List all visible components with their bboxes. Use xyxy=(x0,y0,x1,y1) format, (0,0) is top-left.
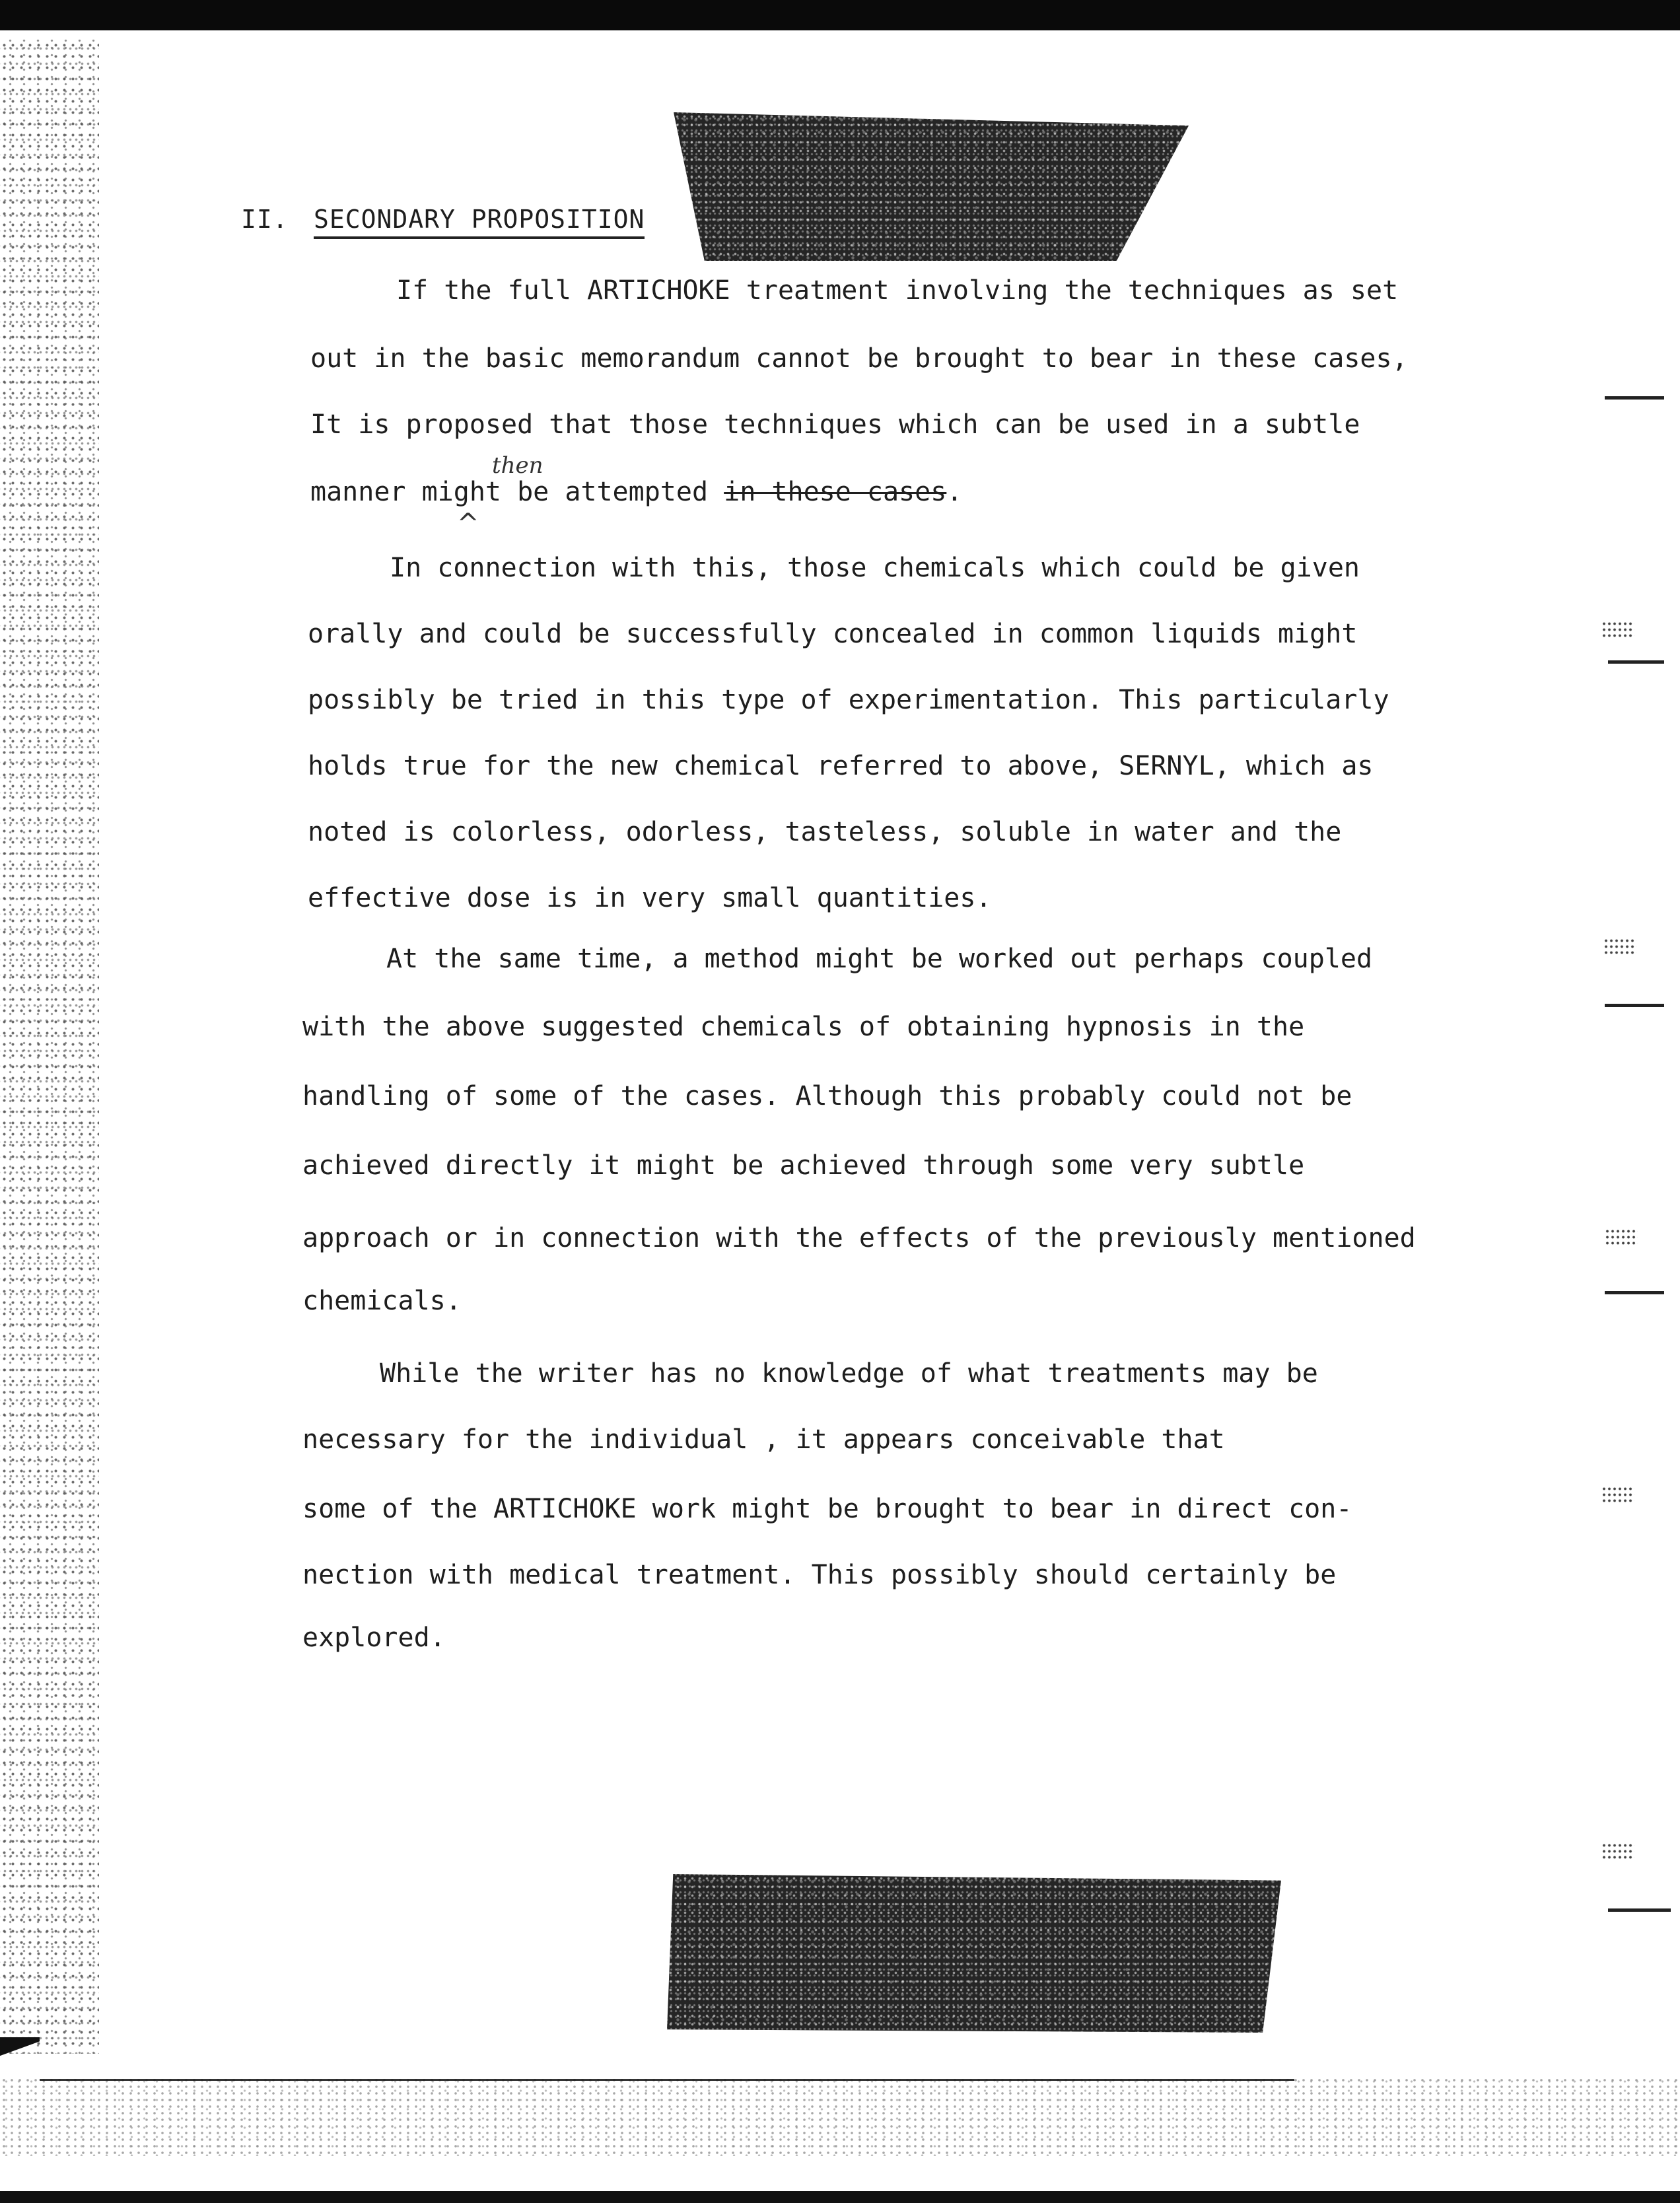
text-line-13: handling of some of the cases. Although this probably could not be xyxy=(302,1081,1352,1111)
text-line-4 xyxy=(310,479,962,505)
text-line-2: out in the basic memorandum cannot be brought to bear in these cases, xyxy=(310,343,1408,374)
redaction-block-top xyxy=(674,112,1189,261)
scan-right-edge-marks xyxy=(1585,264,1680,1981)
text-line-1: If the full ARTICHOKE treatment involving the techniques as set xyxy=(396,275,1399,306)
section-title: SECONDARY PROPOSITION xyxy=(314,205,645,239)
insertion-caret: ^ xyxy=(457,508,479,539)
text-line-10: effective dose is in very small quantities. xyxy=(308,883,992,913)
text-line-6: orally and could be successfully concealed in common liquids might xyxy=(308,619,1358,649)
text-line-5: In connection with this, those chemicals which could be given xyxy=(390,553,1360,583)
struck-through-text: in these cases xyxy=(724,477,947,507)
text-line-7: possibly be tried in this type of experimentation. This particularly xyxy=(308,685,1389,715)
text-line-21: explored. xyxy=(302,1623,446,1653)
scan-bottom-border xyxy=(0,2191,1680,2203)
text-line-8: holds true for the new chemical referred to above, SERNYL, which as xyxy=(308,751,1374,781)
text-line-17: While the writer has no knowledge of what treatments may be xyxy=(380,1358,1318,1389)
text-line-11: At the same time, a method might be worked out perhaps coupled xyxy=(386,944,1373,974)
text-line-4-main: manner might be attempted xyxy=(310,477,709,507)
text-line-16: chemicals. xyxy=(302,1286,462,1316)
text-line-3: It is proposed that those techniques which can be used in a subtle xyxy=(310,409,1360,440)
text-line-4-period: . xyxy=(946,477,963,507)
handwritten-insertion: then xyxy=(492,452,543,479)
text-line-20: nection with medical treatment. This possibly should certainly be xyxy=(302,1560,1337,1590)
text-line-19: some of the ARTICHOKE work might be brought to bear in direct con- xyxy=(302,1494,1352,1524)
scan-top-border xyxy=(0,0,1680,30)
scan-corner-mark xyxy=(0,2037,40,2064)
text-line-14: achieved directly it might be achieved through some very subtle xyxy=(302,1150,1305,1181)
section-number: II. xyxy=(241,205,289,234)
scan-bottom-noise xyxy=(0,2077,1680,2156)
text-line-9: noted is colorless, odorless, tasteless, soluble in water and the xyxy=(308,817,1342,847)
text-line-12: with the above suggested chemicals of obtaining hypnosis in the xyxy=(302,1012,1305,1042)
text-line-18: necessary for the individual , it appears conceivable that xyxy=(302,1424,1225,1455)
text-line-15: approach or in connection with the effects of the previously mentioned xyxy=(302,1223,1416,1253)
redaction-block-bottom xyxy=(667,1874,1281,2033)
section-heading xyxy=(241,205,645,239)
scan-left-edge-noise xyxy=(0,40,99,2054)
